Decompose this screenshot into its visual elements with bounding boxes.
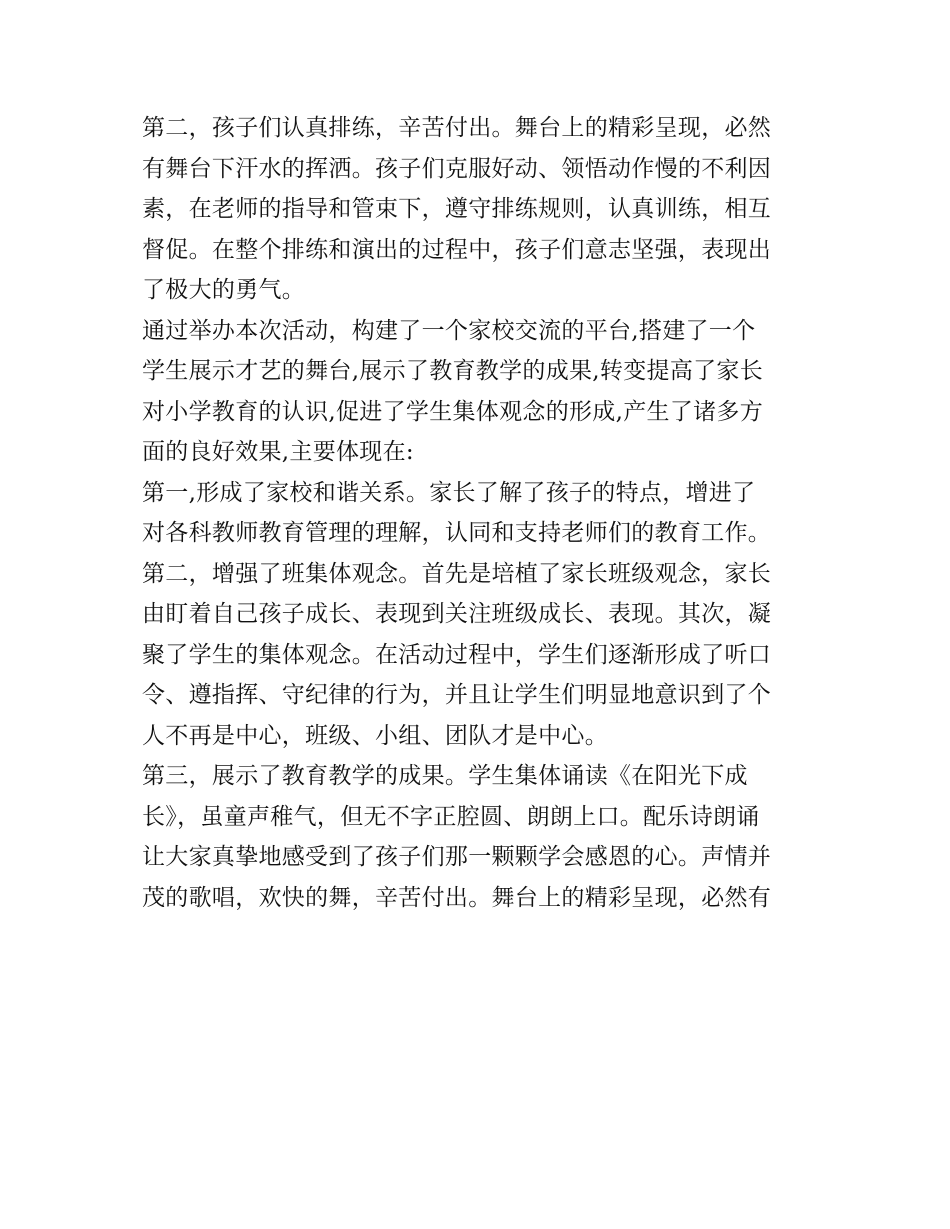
- text-line: 了极大的勇气。: [142, 277, 306, 303]
- document-body: [142, 108, 822, 918]
- text-line: 由盯着自己孩子成长、表现到关注班级成长、表现。其次，凝: [142, 601, 772, 627]
- text-line: 有舞台下汗水的挥洒。孩子们克服好动、领悟动作慢的不利因: [142, 155, 772, 182]
- text-line: 让大家真挚地感受到了孩子们那一颗颗学会感恩的心。声情并: [142, 844, 772, 870]
- text-line: 对各科教师教育管理的理解，认同和支持老师们的教育工作。: [142, 520, 772, 546]
- text-line: 素，在老师的指导和管束下，遵守排练规则，认真训练，相互: [142, 196, 772, 222]
- text-line: 学生展示才艺的舞台,展示了教育教学的成果,转变提高了家长: [142, 358, 764, 384]
- text-line: 人不再是中心，班级、小组、团队才是中心。: [142, 722, 608, 749]
- text-line: 聚了学生的集体观念。在活动过程中，学生们逐渐形成了听口: [142, 641, 772, 668]
- text-line: 对小学教育的认识,促进了学生集体观念的形成,产生了诸多方: [142, 398, 764, 425]
- text-line: 茂的歌唱，欢快的舞，辛苦付出。舞台上的精彩呈现，必然有: [142, 884, 772, 911]
- text-line: 长》，虽童声稚气，但无不字正腔圆、朗朗上口。配乐诗朗诵: [142, 803, 760, 830]
- text-line: 第二，孩子们认真排练，辛苦付出。舞台上的精彩呈现，必然: [142, 115, 772, 141]
- text-line: 第一,形成了家校和谐关系。家长了解了孩子的特点，增进了: [142, 479, 756, 506]
- text-line: 令、遵指挥、守纪律的行为，并且让学生们明显地意识到了个: [142, 682, 772, 708]
- text-line: 通过举办本次活动，构建了一个家校交流的平台,搭建了一个: [142, 317, 756, 344]
- text-line: 面的良好效果,主要体现在:: [142, 439, 414, 465]
- text-line: 第三，展示了教育教学的成果。学生集体诵读《在阳光下成: [142, 763, 748, 789]
- text-line: 第二，增强了班集体观念。首先是培植了家长班级观念，家长: [142, 560, 772, 587]
- text-line: 督促。在整个排练和演出的过程中，孩子们意志坚强，表现出: [142, 236, 772, 263]
